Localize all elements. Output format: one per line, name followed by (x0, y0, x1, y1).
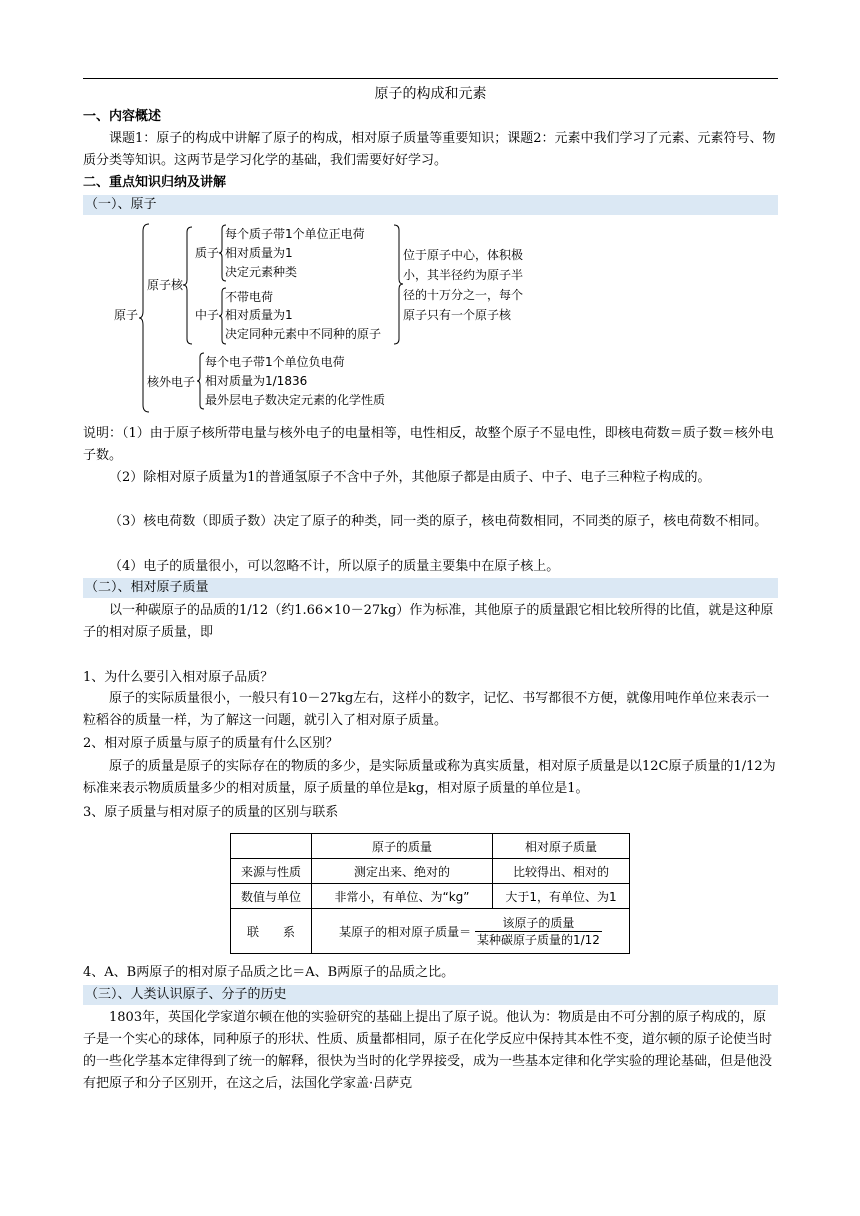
diagram-proton-label: 质子 (195, 246, 220, 260)
question-2: 2、相对原子质量与原子的质量有什么区别？ (83, 736, 339, 751)
electron-item-1: 每个电子带1个单位负电荷 (205, 355, 345, 369)
electron-item-2: 相对质量为1/1836 (205, 374, 308, 388)
table-cell: 数值与单位 (231, 884, 312, 909)
nucleus-note-line-4: 原子只有一个原子核 (403, 308, 512, 322)
nucleus-note-brace (393, 224, 403, 346)
page-title: 原子的构成和元素 (374, 86, 487, 102)
subsection-title-relative-mass: （二）、相对原子质量 (85, 580, 209, 595)
subsection-band-relative-mass (83, 578, 778, 598)
subsection-title-atom: （一）、原子 (85, 197, 157, 212)
note-3: （3）核电荷数（即质子数）决定了原子的种类，同一类的原子，核电荷数相同，不同类的原子，核电荷数不相同。 (109, 514, 768, 529)
proton-item-1: 每个质子带1个单位正电荷 (225, 227, 365, 241)
section-heading-overview: 一、内容概述 (83, 109, 162, 124)
answer-2: 原子的质量是原子的实际存在的物质的多少，是实际质量或称为真实质量，相对原子质量是以12C原子质量的1/12为标准来表示物质质量多少的相对质量，原子质量的单位是kg，相对原子质量的单位是1。 (83, 759, 776, 796)
subsection-band-history (83, 985, 778, 1005)
note-1: 说明：（1）由于原子核所带电量与核外电子的电量相等，电性相反，故整个原子不显电性，即核电荷数＝质子数＝核外电子数。 (83, 426, 774, 463)
answer-1: 原子的实际质量很小，一般只有10－27kg左右，这样小的数字，记忆、书写都很不方便，就像用吨作单位来表示一粒稻谷的质量一样，为了解这一问题，就引入了相对原子质量。 (83, 691, 770, 728)
formula-numerator: 该原子的质量 (475, 915, 602, 932)
formula-fraction (475, 915, 602, 948)
history-paragraph: 1803年，英国化学家道尔顿在他的实验研究的基础上提出了原子说。他认为：物质是由不可分割的原子构成的，原子是一个实心的球体，同种原子的形状、性质、质量都相同，原子在化学反应中保持其本性不变，道尔顿的原子论使当时的一些化学基本定律得到了统一的解释，很快为当时的化学界接受，成为一些基本定律和化学实验的理论基础，但是他没有把原子和分子区别开，在这之后，法国化学家盖·吕萨克 (83, 1010, 773, 1091)
table-cell: 比较得出、相对的 (493, 859, 630, 884)
overview-paragraph: 课题1：原子的构成中讲解了原子的构成，相对原子质量等重要知识；课题2：元素中我们学习了元素、元素符号、物质分类等知识。这两节是学习化学的基础，我们需要好好学习。 (83, 131, 776, 168)
nucleus-note-line-1: 位于原子中心，体积极 (403, 248, 524, 262)
nucleus-brace (183, 226, 193, 346)
nucleus-note-line-3: 径的十万分之一，每个 (403, 288, 524, 302)
question-1: 1、为什么要引入相对原子品质？ (83, 670, 274, 685)
proton-item-3: 决定元素种类 (225, 265, 298, 279)
table-cell: 非常小，有单位、为“kg” (312, 884, 493, 909)
question-4: 4、A、B两原子的相对原子品质之比＝A、B两原子的品质之比。 (83, 965, 455, 980)
table-header-cell: 相对原子质量 (493, 834, 630, 859)
electron-item-3: 最外层电子数决定元素的化学性质 (205, 393, 386, 407)
question-3: 3、原子质量与相对原子的质量的区别与联系 (83, 805, 339, 820)
table-header-cell (231, 834, 312, 859)
relation-formula-cell (312, 909, 630, 954)
subsection-band-atom (83, 195, 778, 215)
table-cell: 大于1，有单位、为1 (493, 884, 630, 909)
note-2: （2）除相对原子质量为1的普通氢原子不含中子外，其他原子都是由质子、中子、电子三种粒子构成的。 (109, 470, 711, 485)
formula-denominator: 某种碳原子质量的1/12 (476, 932, 600, 947)
table-cell: 测定出来、绝对的 (312, 859, 493, 884)
table-row (231, 884, 630, 909)
diagram-neutron-label: 中子 (195, 308, 220, 322)
neutron-item-3: 决定同种元素中不同种的原子 (225, 327, 382, 341)
table-cell: 来源与性质 (231, 859, 312, 884)
neutron-item-1: 不带电荷 (225, 290, 274, 304)
diagram-atom-label: 原子 (114, 308, 139, 322)
table-row (231, 909, 630, 954)
note-4: （4）电子的质量很小，可以忽略不计，所以原子的质量主要集中在原子核上。 (109, 559, 560, 574)
neutron-item-2: 相对质量为1 (225, 308, 293, 322)
table-header-row (231, 834, 630, 859)
diagram-nucleus-label: 原子核 (147, 278, 184, 292)
formula-left: 某原子的相对原子质量＝ (339, 924, 472, 939)
subsection-title-history: （三）、人类认识原子、分子的历史 (85, 987, 287, 1002)
header-rule (83, 78, 778, 79)
table-cell: 联 系 (231, 909, 312, 954)
electron-brace (197, 352, 205, 410)
table-row (231, 859, 630, 884)
nucleus-note-line-2: 小，其半径约为原子半 (403, 268, 524, 282)
diagram-electron-label: 核外电子 (147, 375, 196, 389)
section-heading-key-points: 二、重点知识归纳及讲解 (83, 175, 227, 190)
table-header-cell: 原子的质量 (312, 834, 493, 859)
comparison-table (230, 833, 630, 954)
proton-item-2: 相对质量为1 (225, 246, 293, 260)
relative-mass-intro: 以一种碳原子的品质的1/12（约1.66×10－27kg）作为标准，其他原子的质量跟它相比较所得的比值，就是这种原子的相对原子质量，即 (83, 603, 774, 640)
